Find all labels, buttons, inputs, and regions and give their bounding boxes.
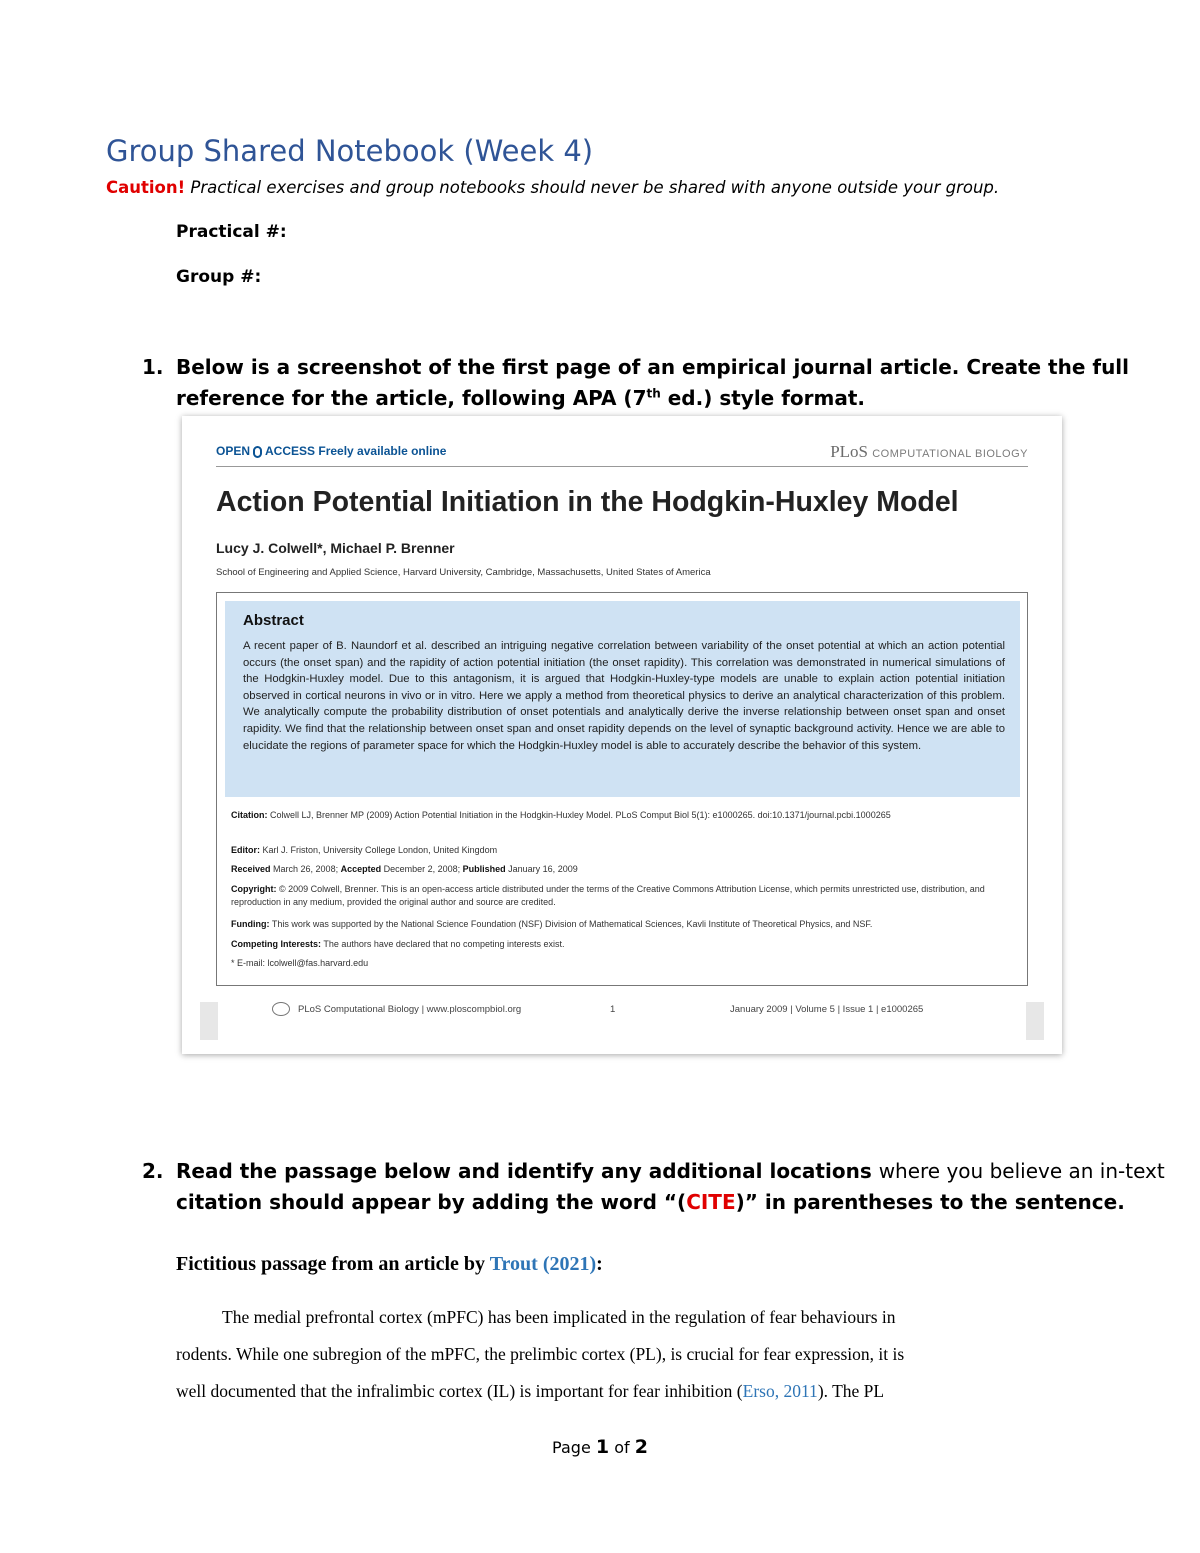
scroll-edge-left: [200, 1002, 218, 1040]
question-2-line-1: Read the passage below and identify any additional locations where you believe an in-text: [176, 1159, 1165, 1183]
abstract-text: A recent paper of B. Naundorf et al. described an intriguing negative correlation between variability of the onset potential at which an action potential occurs (the onset span) and the rapidity of action potential initiation (the onset rapidity). This correlation was demonstrated in numerical simulations of the Hodgkin-Huxley model. Due to this antagonism, it is argued that Hodgkin-Huxley-type models are unable to explain action potential initiation observed in cortical neurons in vivo or in vitro. Here we apply a method from theoretical physics to derive an analytical characterization of this problem. We analytically compute the probability distribution of onset potentials and analytically derive the inverse relationship between onset span and onset rapidity. We find that the relationship between onset span and onset rapidity depends on the level of synaptic background activity. Hence we are able to elucidate the regions of parameter space for which the Hodgkin-Huxley model is able to accurately describe the behavior of this system.: [243, 640, 1005, 752]
article-authors: Lucy J. Colwell*, Michael P. Brenner: [216, 540, 455, 556]
article-title: Action Potential Initiation in the Hodgkin-Huxley Model: [216, 486, 959, 518]
cite-word: CITE: [686, 1190, 736, 1214]
caution-note: [106, 178, 999, 197]
footer-page: 1: [610, 1004, 616, 1015]
copyright-line: Copyright: © 2009 Colwell, Brenner. This is an open-access article distributed under the terms of the Creative Commons Attribution License, which permits unrestricted use, distribution, and reproduction in any medium, provided the original author and source are credited.: [231, 884, 985, 907]
question-2-number: 2.: [142, 1159, 164, 1183]
question-2: [142, 1156, 1165, 1218]
plos-logo-icon: [272, 1002, 290, 1016]
question-1-number: 1.: [142, 355, 164, 379]
dates-line: Received March 26, 2008; Accepted December 2, 2008; Published January 16, 2009: [231, 864, 578, 874]
passage-line-1: The medial prefrontal cortex (mPFC) has been implicated in the regulation of fear behaviours in: [222, 1307, 896, 1327]
page-number: Page 1 of 2: [552, 1436, 648, 1458]
funding-line: Funding: This work was supported by the National Science Foundation (NSF) Division of Mathematical Sciences, Kavli Institute of Theoretical Physics, and NSF.: [231, 919, 873, 929]
email-line: * E-mail: lcolwell@fas.harvard.edu: [231, 958, 369, 968]
open-lock-icon: [253, 446, 262, 458]
page-title: Group Shared Notebook (Week 4): [106, 134, 594, 168]
footer-journal: PLoS Computational Biology | www.ploscompbiol.org: [298, 1004, 522, 1015]
trout-citation-link[interactable]: Trout (2021): [489, 1253, 597, 1275]
citation-line: Citation: Colwell LJ, Brenner MP (2009) Action Potential Initiation in the Hodgkin-Huxley Model. PLoS Comput Biol 5(1): e1000265. doi:10.1371/journal.pcbi.1000265: [231, 810, 891, 820]
scroll-edge-right: [1026, 1002, 1044, 1040]
editor-line: Editor: Karl J. Friston, University College London, United Kingdom: [231, 845, 498, 855]
erso-citation-link[interactable]: Erso, 2011: [742, 1381, 818, 1401]
header-rule: [216, 466, 1028, 467]
group-field[interactable]: Group #:: [176, 267, 262, 287]
question-1-line-2: reference for the article, following APA (7th ed.) style format.: [176, 386, 866, 410]
article-affiliation: School of Engineering and Applied Science, Harvard University, Cambridge, Massachusetts, United States of America: [216, 567, 711, 578]
practical-field[interactable]: Practical #:: [176, 222, 287, 242]
caution-label: Caution!: [106, 178, 186, 197]
footer-issue: January 2009 | Volume 5 | Issue 1 | e1000265: [730, 1004, 924, 1015]
journal-logo: PLoS COMPUTATIONAL BIOLOGY: [830, 442, 1028, 461]
open-access-badge: OPEN ACCESS Freely available online: [216, 444, 447, 458]
caution-text: Practical exercises and group notebooks should never be shared with anyone outside your group.: [185, 178, 1000, 197]
question-2-line-2: citation should appear by adding the word “(CITE)” in parentheses to the sentence.: [176, 1190, 1125, 1214]
passage-line-2: rodents. While one subregion of the mPFC, the prelimbic cortex (PL), is crucial for fear expression, it is: [176, 1344, 905, 1364]
article-screenshot: [182, 416, 1062, 1054]
passage-heading: Fictitious passage from an article by Trout (2021):: [176, 1253, 603, 1275]
competing-interests-line: Competing Interests: The authors have declared that no competing interests exist.: [231, 939, 565, 949]
abstract-heading: Abstract: [243, 612, 304, 629]
question-1: [142, 352, 1130, 414]
question-1-line-1: Below is a screenshot of the first page of an empirical journal article. Create the full: [176, 355, 1130, 379]
passage-line-3: well documented that the infralimbic cortex (IL) is important for fear inhibition (Erso, 2011). The PL: [176, 1381, 885, 1401]
